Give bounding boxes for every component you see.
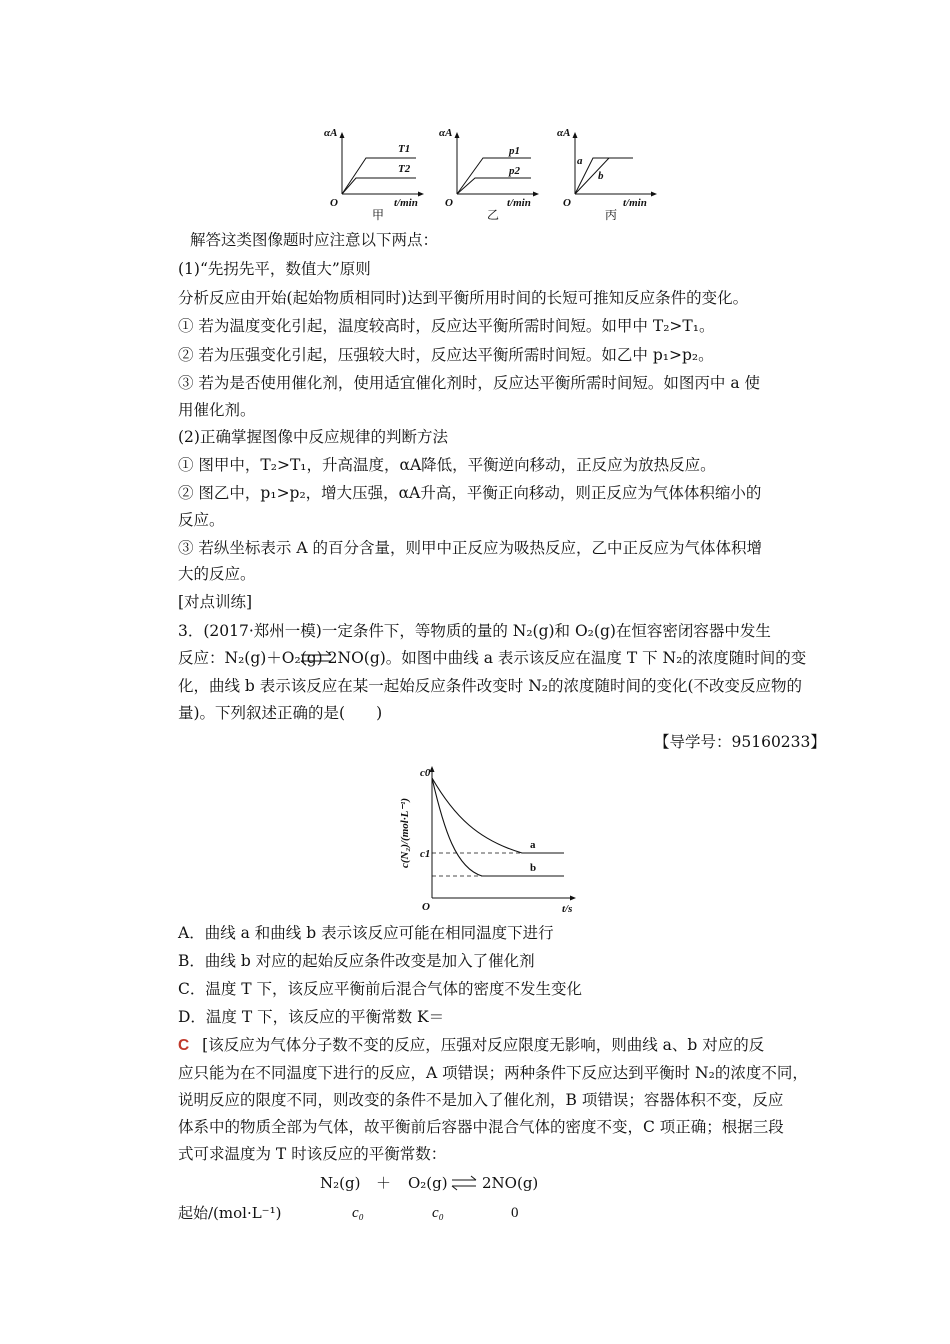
curve-t2 bbox=[342, 178, 416, 194]
guide-number: 【导学号：95160233】 bbox=[654, 733, 826, 751]
section-2-item-2-cont: 反应。 bbox=[178, 511, 225, 529]
table-value-no: 0 bbox=[511, 1205, 519, 1221]
equilibrium-arrow-icon-2 bbox=[449, 1175, 479, 1191]
svg-text:αA: αA bbox=[557, 127, 571, 139]
option-d: D．温度 T 下，该反应的平衡常数 K＝ bbox=[178, 1008, 445, 1026]
svg-text:丙: 丙 bbox=[605, 208, 618, 222]
svg-text:O: O bbox=[445, 197, 453, 209]
section-2-item-3-cont: 大的反应。 bbox=[178, 565, 256, 583]
option-b: B．曲线 b 对应的起始反应条件改变是加入了催化剂 bbox=[178, 952, 535, 970]
svg-text:p2: p2 bbox=[509, 165, 520, 177]
curve-p2 bbox=[457, 178, 531, 194]
table-row-label: 起始/(mol·L⁻¹) bbox=[178, 1204, 282, 1222]
series-b-line bbox=[432, 778, 564, 876]
section-1-item-3: ③ 若为是否使用催化剂，使用适宜催化剂时，反应达平衡所需时间短。如图丙中 a 使 bbox=[178, 374, 761, 392]
training-heading: [对点训练] bbox=[178, 593, 253, 611]
section-1-body: 分析反应由开始(起始物质相同时)达到平衡所用时间的长短可推知反应条件的变化。 bbox=[178, 289, 749, 307]
svg-text:O: O bbox=[563, 197, 571, 209]
origin-label: O bbox=[422, 901, 430, 913]
section-2-item-3: ③ 若纵坐标表示 A 的百分含量，则甲中正反应为吸热反应，乙中正反应为气体体积增 bbox=[178, 539, 762, 557]
y-axis-label: c(N₂)/(mol·L⁻¹) bbox=[399, 797, 411, 868]
answer-line-5: 式可求温度为 T 时该反应的平衡常数： bbox=[178, 1145, 447, 1163]
question-3-line-3: 化，曲线 b 表示该反应在某一起始反应条件改变时 N₂的浓度随时间的变化(不改变反应物的 bbox=[178, 677, 803, 695]
table-value-n2: c₀ bbox=[352, 1205, 364, 1221]
section-1-title: (1)“先拐先平，数值大”原则 bbox=[178, 260, 371, 278]
svg-text:t/min: t/min bbox=[623, 197, 647, 209]
table-header-no: 2NO(g) bbox=[482, 1174, 539, 1192]
equilibrium-arrow-icon bbox=[297, 650, 335, 666]
question-3-line-1: 3．(2017·郑州一模)一定条件下，等物质的量的 N₂(g)和 O₂(g)在恒容密闭容器中发生 bbox=[178, 622, 771, 640]
table-header-o2: O₂(g) bbox=[408, 1174, 448, 1192]
section-2-title: (2)正确掌握图像中反应规律的判断方法 bbox=[178, 428, 448, 446]
svg-text:O: O bbox=[330, 197, 338, 209]
answer-line-1: C [该反应为气体分子数不变的反应，压强对反应限度无影响，则曲线 a、b 对应的反 bbox=[178, 1036, 765, 1054]
table-value-o2: c₀ bbox=[432, 1205, 444, 1221]
svg-text:αA: αA bbox=[439, 127, 453, 139]
svg-text:T2: T2 bbox=[398, 163, 411, 175]
figure-bing bbox=[553, 122, 663, 222]
tick-c0: c0 bbox=[420, 767, 431, 779]
series-a-label: a bbox=[530, 839, 536, 851]
section-2-item-2: ② 图乙中，p₁>p₂，增大压强，αA升高，平衡正向移动，则正反应为气体体积缩小的 bbox=[178, 484, 762, 502]
svg-text:t/min: t/min bbox=[507, 197, 531, 209]
y-label: αA bbox=[324, 127, 338, 139]
question-3-line-2: 反应：N₂(g)＋O₂(g) 2NO(g)。如图中曲线 a 表示该反应在温度 T 下 N₂的浓度随时间的变 bbox=[178, 649, 807, 667]
series-b-label: b bbox=[530, 862, 537, 874]
section-1-item-2: ② 若为压强变化引起，压强较大时，反应达平衡所需时间短。如乙中 p₁>p₂。 bbox=[178, 346, 714, 364]
svg-text:a: a bbox=[577, 155, 583, 167]
table-header-n2: N₂(g) bbox=[320, 1174, 361, 1192]
x-axis-label: t/s bbox=[562, 903, 573, 915]
table-header-plus: ＋ bbox=[376, 1174, 392, 1192]
svg-text:甲: 甲 bbox=[372, 208, 385, 222]
question-3-line-4: 量)。下列叙述正确的是( ) bbox=[178, 704, 383, 722]
series-a-line bbox=[432, 778, 564, 853]
option-c: C．温度 T 下，该反应平衡前后混合气体的密度不发生变化 bbox=[178, 980, 583, 998]
svg-text:b: b bbox=[598, 170, 604, 182]
svg-text:T1: T1 bbox=[398, 143, 411, 155]
intro: 解答这类图像题时应注意以下两点： bbox=[190, 231, 439, 249]
answer-line-4: 体系中的物质全部为气体，故平衡前后容器中混合气体的密度不变，C 项正确；根据三段 bbox=[178, 1118, 784, 1136]
answer-line-2: 应只能为在不同温度下进行的反应，A 项错误；两种条件下反应达到平衡时 N₂的浓度不同， bbox=[178, 1064, 808, 1082]
section-2-item-1: ① 图甲中，T₂>T₁，升高温度，αA降低，平衡逆向移动，正反应为放热反应。 bbox=[178, 456, 716, 474]
section-1-item-1: ① 若为温度变化引起，温度较高时，反应达平衡所需时间短。如甲中 T₂>T₁。 bbox=[178, 317, 715, 335]
figure-jia bbox=[320, 122, 430, 222]
svg-text:t/min: t/min bbox=[394, 197, 418, 209]
tick-c1: c1 bbox=[420, 848, 431, 860]
svg-text:p1: p1 bbox=[509, 145, 520, 157]
svg-text:乙: 乙 bbox=[487, 208, 500, 222]
answer-letter: C bbox=[178, 1037, 190, 1054]
answer-line-3: 说明反应的限度不同，则改变的条件不是加入了催化剂，B 项错误；容器体积不变，反应 bbox=[178, 1091, 784, 1109]
option-a: A．曲线 a 和曲线 b 表示该反应可能在相同温度下进行 bbox=[178, 924, 554, 942]
section-1-item-3-cont: 用催化剂。 bbox=[178, 401, 256, 419]
concentration-chart bbox=[392, 760, 592, 920]
figure-yi bbox=[435, 122, 545, 222]
